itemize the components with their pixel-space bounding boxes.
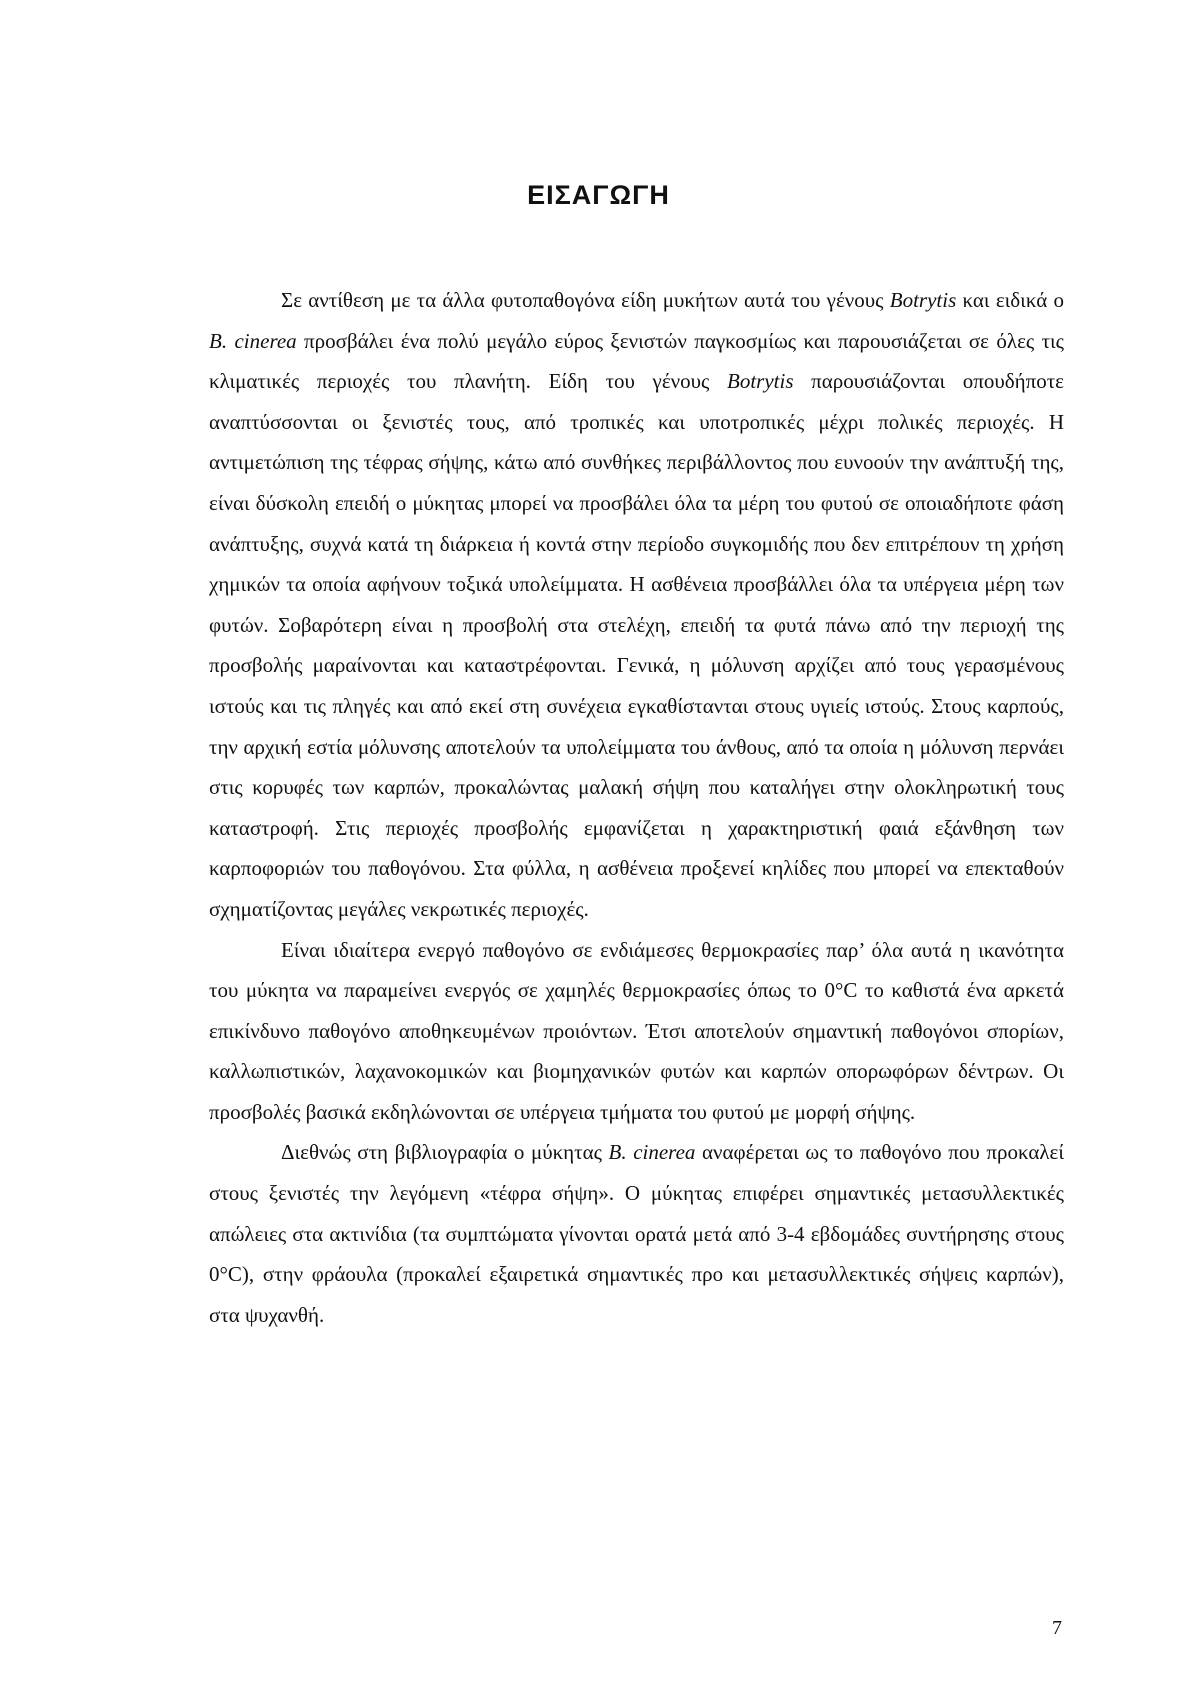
text-run: προσβάλει ένα πολύ μεγάλο εύρος ξενιστών παγκοσμίως και παρουσιάζεται σε όλες τις κλιματικές περιοχές του πλανήτη. Είδη του γένους <box>209 328 1064 394</box>
text-run: Σε αντίθεση με τα άλλα φυτοπαθογόνα είδη μυκήτων αυτά του γένους <box>281 288 890 312</box>
paragraph-1 <box>209 280 1064 930</box>
text-run: παρουσιάζονται οπουδήποτε αναπτύσσονται οι ξενιστές τους, από τροπικές και υποτροπικές μέχρι πολικές περιοχές. Η αντιμετώπιση της τέφρας σήψης, κάτω από συνθήκες περιβάλλοντος που ευνοούν την ανάπτυξή της, είναι δύσκολη επειδή ο μύκητας μπορεί να προσβάλει όλα τα μέρη του φυτού σε οποιαδήποτε φάση ανάπτυξης, συχνά κατά τη διάρκεια ή κοντά στην περίοδο συγκομιδής που δεν επιτρέπουν τη χρήση χημικών τα οποία αφήνουν τοξικά υπολείμματα. Η ασθένεια προσβάλλει όλα τα υπέργεια μέρη των φυτών. Σοβαρότερη είναι η προσβολή στα στελέχη, επειδή τα φυτά πάνω από την περιοχή της προσβολής μαραίνονται και καταστρέφονται. Γενικά, η μόλυνση αρχίζει από τους γερασμένους ιστούς και τις πληγές και από εκεί στη συνέχεια εγκαθίστανται στους υγιείς ιστούς. Στους καρπούς, την αρχική εστία μόλυνσης αποτελούν τα υπολείμματα του άνθους, από τα οποία η μόλυνση περνάει στις κορυφές των καρπών, προκαλώντας μαλακή σήψη που καταλήγει στην ολοκληρωτική τους καταστροφή. Στις περιοχές προσβολής εμφανίζεται η χαρακτηριστική φαιά εξάνθηση των καρποφοριών του παθογόνου. Στα φύλλα, η ασθένεια προξενεί κηλίδες που μπορεί να επεκταθούν σχηματίζοντας μεγάλες νεκρωτικές περιοχές. <box>209 369 1064 921</box>
text-run: και ειδικά ο <box>956 288 1064 312</box>
text-run: αναφέρεται ως το παθογόνο που προκαλεί στους ξενιστές την λεγόμενη «τέφρα σήψη». Ο μύκητας επιφέρει σημαντικές μετασυλλεκτικές απώλειες στα ακτινίδια (τα συμπτώματα γίνονται ορατά μετά από 3-4 εβδομάδες συντήρησης στους 0°C), στην φράουλα (προκαλεί εξαιρετικά σημαντικές προ και μετασυλλεκτικές σήψεις καρπών), στα ψυχανθή. <box>209 1140 1064 1327</box>
text-run: Είναι ιδιαίτερα ενεργό παθογόνο σε ενδιάμεσες θερμοκρασίες παρ’ όλα αυτά η ικανότητα του μύκητα να παραμείνει ενεργός σε χαμηλές θερμοκρασίες όπως το 0°C το καθιστά ένα αρκετά επικίνδυνο παθογόνο αποθηκευμένων προιόντων. Έτσι αποτελούν σημαντική παθογόνοι σπορίων, καλλωπιστικών, λαχανοκομικών και βιομηχανικών φυτών και καρπών οπορωφόρων δέντρων. Οι προσβολές βασικά εκδηλώνονται σε υπέργεια τμήματα του φυτού με μορφή σήψης. <box>209 937 1064 1124</box>
body-text <box>209 280 1064 1335</box>
italic-taxon-name: Botrytis <box>889 288 957 312</box>
page-title: ΕΙΣΑΓΩΓΗ <box>527 180 670 210</box>
page-number: 7 <box>1052 1617 1062 1639</box>
paragraph-3 <box>209 1132 1064 1335</box>
italic-taxon-name: B. cinerea <box>209 328 297 353</box>
italic-taxon-name: Botrytis <box>727 369 794 394</box>
paragraph-2 <box>209 930 1064 1133</box>
italic-taxon-name: B. cinerea <box>608 1140 696 1165</box>
text-run: Διεθνώς στη βιβλιογραφία ο μύκητας <box>281 1140 609 1165</box>
